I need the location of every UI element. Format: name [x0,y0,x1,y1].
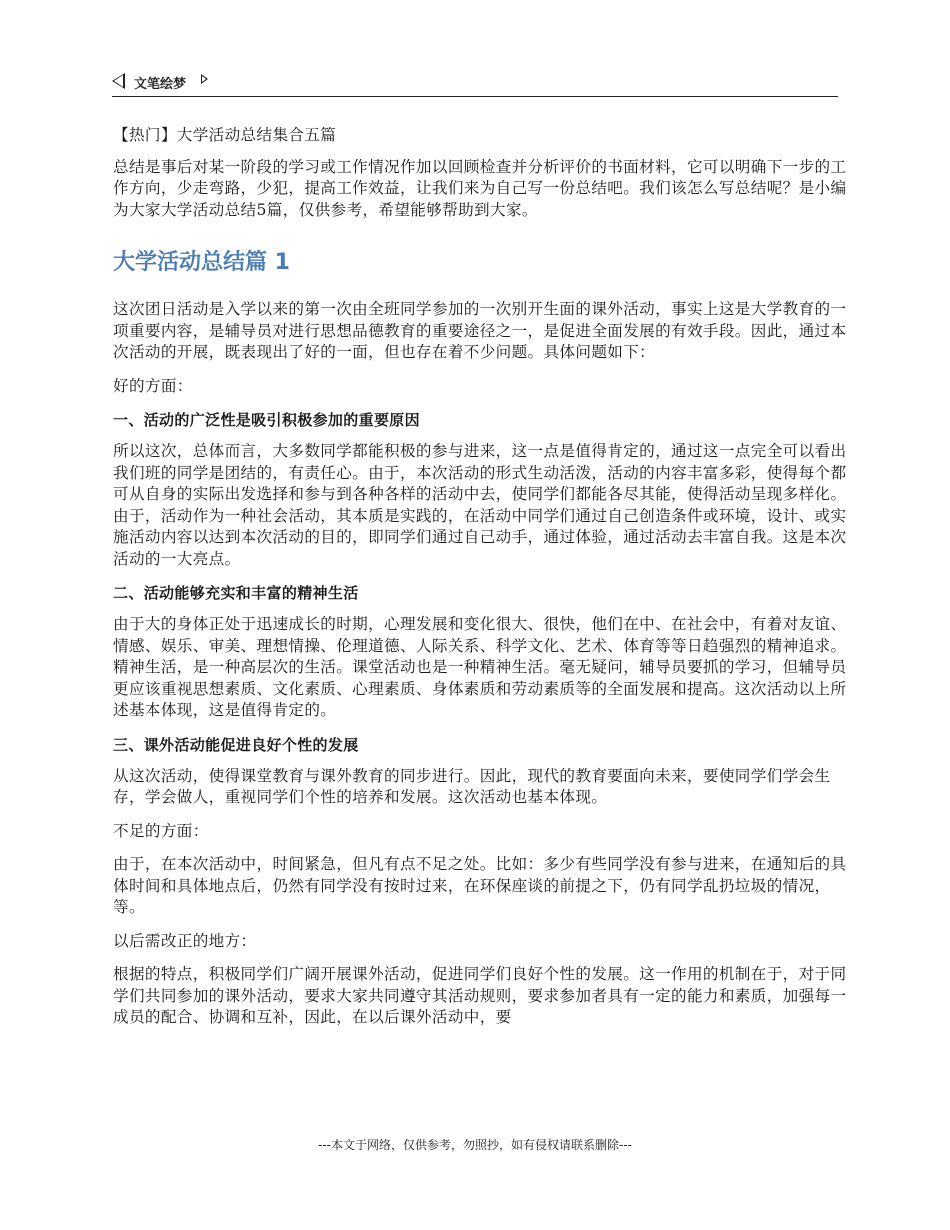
paragraph-3: 由于大的身体正处于迅速成长的时期，心理发展和变化很大、很快，他们在中、在社会中，有着对友谊、情感、娱乐、审美、理想情操、伦理道德、人际关系、科学文化、艺术、体育等等日趋强烈的精神追求。精神生活，是一种高层次的生活。课堂活动也是一种精神生活。毫无疑问，辅导员要抓的学习，但辅导员更应该重视思想素质、文化素质、心理素质、身体素质和劳动素质等的全面发展和提高。这次活动以上所述基本体现，这是值得肯定的。 [113,615,847,719]
paragraph-1: 这次团日活动是入学以来的第一次由全班同学参加的一次别开生面的课外活动，事实上这是大学教育的一项重要内容，是辅导员对进行思想品德教育的重要途径之一，是促进全面发展的有效手段。因此，通过本次活动的开展，既表现出了好的一面，但也存在着不少问题。具体问题如下： [113,300,847,361]
footer-notice: ---本文于网络，仅供参考，勿照抄，如有侵权请联系删除--- [318,1138,632,1152]
document-title: 【热门】大学活动总结集合五篇 [113,126,337,144]
triangle-left-icon [112,73,125,89]
shortcomings-label: 不足的方面： [113,821,209,840]
subheading-3: 三、课外活动能促进良好个性的发展 [113,735,359,754]
subheading-1: 一、活动的广泛性是吸引积极参加的重要原因 [113,411,421,429]
page-header [112,70,838,97]
triangle-right-icon [201,74,208,84]
paragraph-2: 所以这次，总体而言，大多数同学都能积极的参与进来，这一点是值得肯定的，通过这一点完全可以看出我们班的同学是团结的，有责任心。由于，本次活动的形式生动活泼，活动的内容丰富多彩，使得每个都可从自身的实际出发选择和参与到各种各样的活动中去，使同学们都能各尽其能，使得活动呈现多样化。由于，活动作为一种社会活动，其本质是实践的，在活动中同学们通过自己创造条件或环境，设计、或实施活动内容以达到本次活动的目的，即同学们通过自己动手，通过体验，通过活动去丰富自我。这是本次活动的一大亮点。 [113,442,847,568]
intro-paragraph: 总结是事后对某一阶段的学习或工作情况作加以回顾检查并分析评价的书面材料，它可以明确下一步的工作方向，少走弯路，少犯，提高工作效益，让我们来为自己写一份总结吧。我们该怎么写总结呢？是小编为大家大学活动总结5篇，仅供参考，希望能够帮助到大家。 [113,157,847,219]
section-heading: 大学活动总结篇 1 [113,250,290,275]
document-body [113,125,853,1041]
subheading-2: 二、活动能够充实和丰富的精神生活 [113,584,359,602]
paragraph-6: 根据的特点，积极同学们广阔开展课外活动，促进同学们良好个性的发展。这一作用的机制在于，对于同学们共同参加的课外活动，要求大家共同遵守其活动规则，要求参加者具有一定的能力和素质，加强每一成员的配合、协调和互补，因此，在以后课外活动中，要 [113,965,847,1026]
paragraph-5: 由于，在本次活动中，时间紧急，但凡有点不足之处。比如：多少有些同学没有参与进来，在通知后的具体时间和具体地点后，仍然有同学没有按时过来，在环保座谈的前提之下，仍有同学乱扔垃圾的情况，等。 [113,855,847,916]
brand-name: 文笔绘梦 [134,77,187,92]
paragraph-4: 从这次活动，使得课堂教育与课外教育的同步进行。因此，现代的教育要面向未来，要使同学们学会生存，学会做人，重视同学们个性的培养和发展。这次活动也基本体现。 [113,766,831,806]
improvements-label: 以后需改正的地方： [113,931,257,950]
good-aspects-label: 好的方面： [113,376,193,395]
